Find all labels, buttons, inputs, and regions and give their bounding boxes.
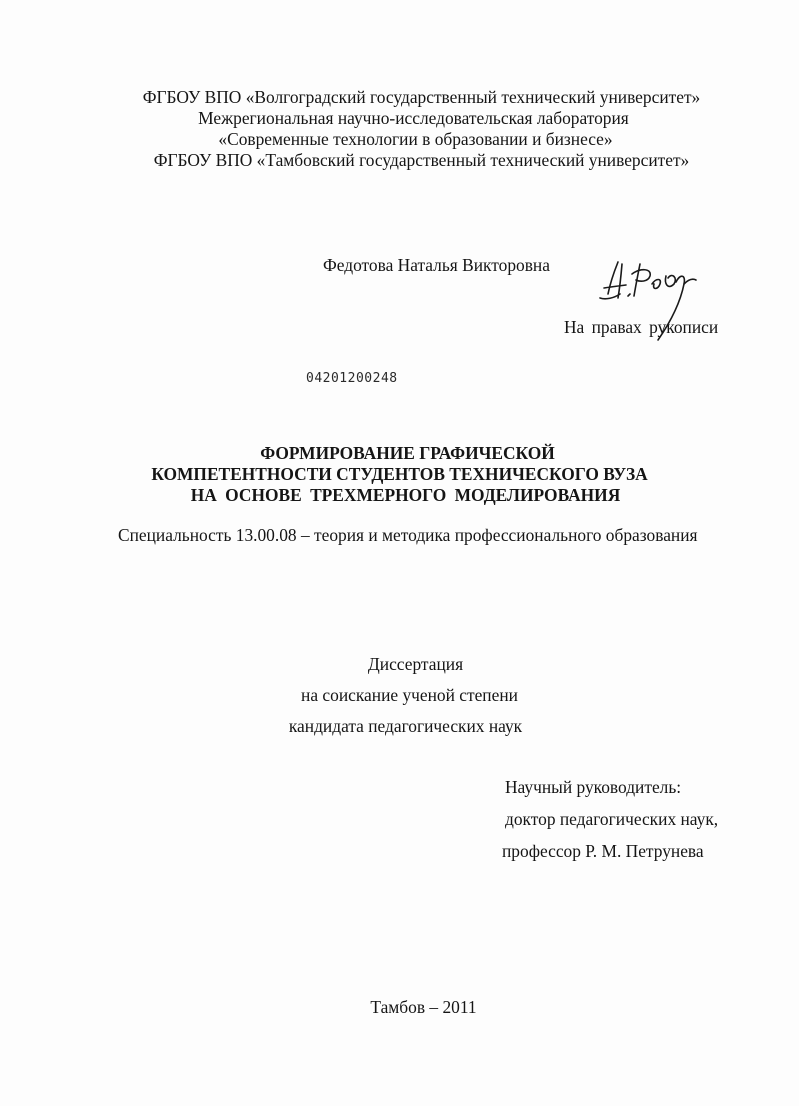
author-name: Федотова Наталья Викторовна xyxy=(323,255,550,275)
title-line-1: ФОРМИРОВАНИЕ ГРАФИЧЕСКОЙ xyxy=(260,443,555,463)
inventory-number: 04201200248 xyxy=(306,371,398,386)
supervisor-name: профессор Р. М. Петрунева xyxy=(502,841,704,861)
title-line-2: КОМПЕТЕНТНОСТИ СТУДЕНТОВ ТЕХНИЧЕСКОГО ВУЗА xyxy=(151,464,648,484)
dissertation-degree-line: на соискание ученой степени xyxy=(301,685,518,705)
city-year: Тамбов – 2011 xyxy=(370,997,477,1017)
title-line-3: НА ОСНОВЕ ТРЕХМЕРНОГО МОДЕЛИРОВАНИЯ xyxy=(190,485,621,505)
supervisor-label: Научный руководитель: xyxy=(505,777,682,797)
manuscript-note: На правах рукописи xyxy=(564,317,719,337)
org-line-volgograd: ФГБОУ ВПО «Волгоградский государственный технический университет» xyxy=(142,87,701,107)
dissertation-field-line: кандидата педагогических наук xyxy=(288,716,523,736)
supervisor-degree: доктор педагогических наук, xyxy=(505,809,719,829)
org-line-lab-name: «Современные технологии в образовании и бизнесе» xyxy=(218,129,613,149)
specialty-line: Специальность 13.00.08 – теория и методика профессионального образования xyxy=(118,525,698,545)
org-line-tambov: ФГБОУ ВПО «Тамбовский государственный технический университет» xyxy=(153,150,690,170)
dissertation-label: Диссертация xyxy=(367,654,464,674)
org-line-laboratory: Межрегиональная научно-исследовательская лаборатория xyxy=(198,108,629,128)
